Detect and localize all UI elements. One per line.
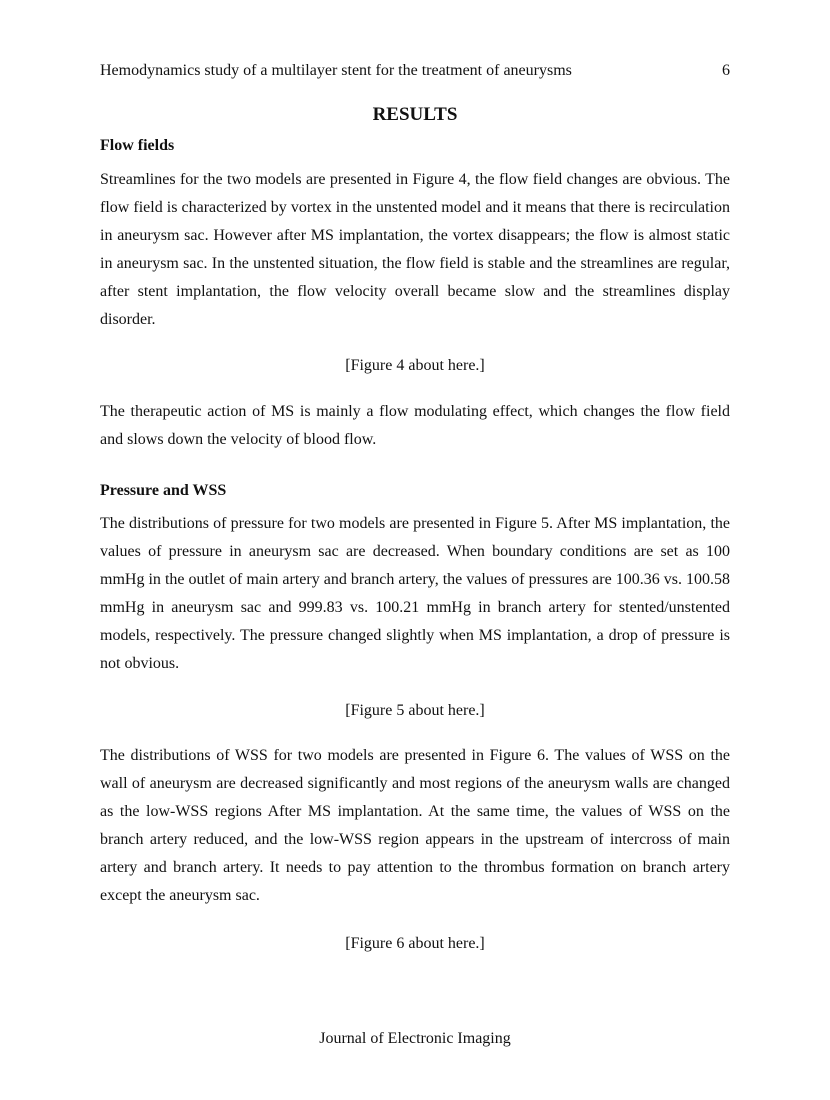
figure-5-placeholder: [Figure 5 about here.] — [345, 702, 485, 719]
journal-footer: Journal of Electronic Imaging — [319, 1030, 511, 1047]
page-number: 6 — [722, 62, 730, 79]
running-title: Hemodynamics study of a multilayer stent for the treatment of aneurysms — [100, 62, 572, 79]
figure-4-placeholder: [Figure 4 about here.] — [345, 357, 485, 374]
section-title: RESULTS — [372, 104, 458, 125]
paragraph-pressure-1: The distributions of pressure for two models are presented in Figure 5. After MS implantation, the values of pressure in aneurysm sac are decreased. When boundary conditions are set as 100 mmHg in the outlet of main artery and branch artery, the values of pressures are 100.36 vs. 100.58 mmHg in aneurysm sac and 999.83 vs. 100.21 mmHg in branch artery for stented/unstented models, respectively. The pressure changed slightly when MS implantation, a drop of pressure is not obvious. — [100, 515, 730, 672]
figure-6-placeholder: [Figure 6 about here.] — [345, 935, 485, 952]
paragraph-wss-2: The distributions of WSS for two models are presented in Figure 6. The values of WSS on the wall of aneurysm are decreased significantly and most regions of the aneurysm walls are changed as the low-WSS regions After MS implantation. At the same time, the values of WSS on the branch artery reduced, and the low-WSS region appears in the upstream of intercross of main artery and branch artery. It needs to pay attention to the thrombus formation on branch artery except the aneurysm sac. — [100, 747, 730, 904]
subsection-heading-pressure-wss: Pressure and WSS — [100, 482, 227, 499]
paragraph-flow-fields-1: Streamlines for the two models are presented in Figure 4, the flow field changes are obvious. The flow field is characterized by vortex in the unstented model and it means that there is recirculation in aneurysm sac. However after MS implantation, the vortex disappears; the flow is almost static in aneurysm sac. In the unstented situation, the flow field is stable and the streamlines are regular, after stent implantation, the flow velocity overall became slow and the streamlines display disorder. — [100, 171, 730, 328]
paragraph-flow-fields-2: The therapeutic action of MS is mainly a flow modulating effect, which changes the flow field and slows down the velocity of blood flow. — [100, 403, 730, 448]
subsection-heading-flow-fields: Flow fields — [100, 137, 175, 154]
